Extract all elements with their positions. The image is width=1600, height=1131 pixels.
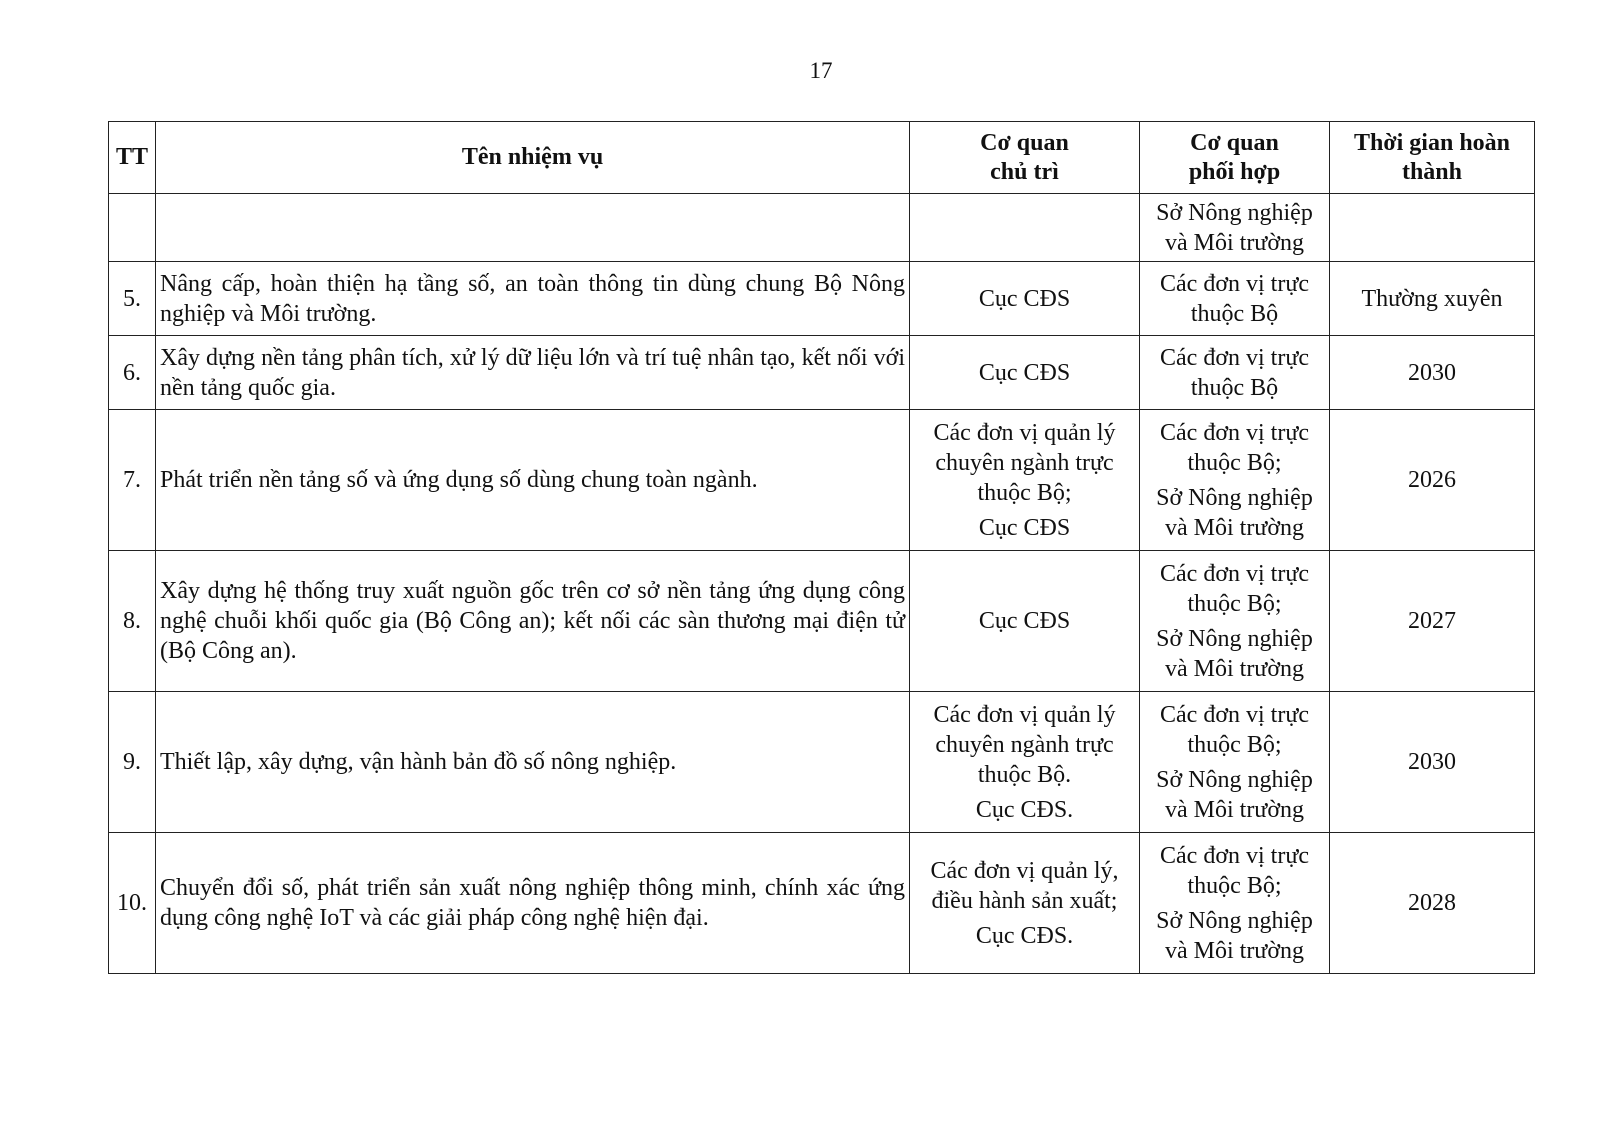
row-tt: 5. [109, 262, 156, 336]
row-completion-time: 2030 [1330, 692, 1535, 833]
row-coop-agency [1140, 833, 1330, 974]
header-coop-line1: Cơ quan [1190, 129, 1279, 156]
row-tt: 6. [109, 336, 156, 410]
header-task-name: Tên nhiệm vụ [156, 122, 910, 194]
row-lead-agency [910, 692, 1140, 833]
row-coop-agency [1140, 336, 1330, 410]
table-header-row [109, 122, 1535, 194]
row-tt: 8. [109, 551, 156, 692]
lead-line: Các đơn vị quản lý chuyên ngành trực thuộc Bộ. [933, 701, 1116, 788]
header-coop-agency [1140, 122, 1330, 194]
lead-line: Cục CĐS. [975, 922, 1074, 949]
coop-line: Các đơn vị trực thuộc Bộ; [1160, 701, 1309, 758]
lead-line: Các đơn vị quản lý chuyên ngành trực thuộc Bộ; [933, 419, 1116, 506]
table-row [109, 833, 1535, 974]
row-completion-time: Thường xuyên [1330, 262, 1535, 336]
task-table [108, 121, 1535, 974]
coop-line: Các đơn vị trực thuộc Bộ; [1160, 419, 1309, 476]
coop-line: Sở Nông nghiệp và Môi trường [1156, 907, 1313, 964]
header-tt: TT [109, 122, 156, 194]
coop-line: Sở Nông nghiệp và Môi trường [1156, 625, 1313, 682]
lead-line: Cục CĐS [978, 608, 1071, 634]
table-row [109, 262, 1535, 336]
row-lead-agency [910, 336, 1140, 410]
coop-line: Các đơn vị trực thuộc Bộ [1160, 270, 1309, 327]
header-lead-line2: chủ trì [990, 158, 1059, 185]
row-coop-agency [1140, 262, 1330, 336]
table-row [109, 410, 1535, 551]
coop-line: Sở Nông nghiệp và Môi trường [1156, 484, 1313, 541]
row-task-name: Nâng cấp, hoàn thiện hạ tầng số, an toàn thông tin dùng chung Bộ Nông nghiệp và Môi trường. [156, 262, 910, 336]
row-tt [109, 194, 156, 262]
lead-line: Cục CĐS [978, 514, 1071, 541]
coop-line: Sở Nông nghiệp và Môi trường [1156, 199, 1313, 256]
row-lead-agency [910, 833, 1140, 974]
lead-line: Cục CĐS [978, 359, 1071, 386]
row-lead-agency [910, 410, 1140, 551]
row-task-name: Chuyển đổi số, phát triển sản xuất nông nghiệp thông minh, chính xác ứng dụng công nghệ IoT và các giải pháp công nghệ hiện đại. [156, 833, 910, 974]
row-lead-agency [910, 262, 1140, 336]
row-lead-agency [910, 551, 1140, 692]
row-tt: 9. [109, 692, 156, 833]
row-completion-time: 2030 [1330, 336, 1535, 410]
header-time-line1: Thời gian hoàn [1353, 129, 1511, 156]
row-tt: 10. [109, 833, 156, 974]
header-lead-line1: Cơ quan [980, 129, 1069, 156]
coop-line: Các đơn vị trực thuộc Bộ; [1160, 842, 1309, 899]
row-lead-agency [910, 194, 1140, 262]
row-task-name: Xây dựng nền tảng phân tích, xử lý dữ liệu lớn và trí tuệ nhân tạo, kết nối với nền tảng quốc gia. [156, 336, 910, 410]
row-coop-agency [1140, 551, 1330, 692]
row-completion-time: 2028 [1330, 833, 1535, 974]
header-lead-agency [910, 122, 1140, 194]
row-task-name: Phát triển nền tảng số và ứng dụng số dùng chung toàn ngành. [156, 410, 910, 551]
lead-line: Cục CĐS. [975, 796, 1074, 823]
row-tt: 7. [109, 410, 156, 551]
header-completion-time [1330, 122, 1535, 194]
coop-line: Sở Nông nghiệp và Môi trường [1156, 766, 1313, 823]
table-row [109, 194, 1535, 262]
table-row [109, 692, 1535, 833]
row-task-name: Xây dựng hệ thống truy xuất nguồn gốc trên cơ sở nền tảng ứng dụng công nghệ chuỗi khối quốc gia (Bộ Công an); kết nối các sàn thương mại điện tử (Bộ Công an). [156, 551, 910, 692]
header-time-line2: thành [1401, 158, 1463, 185]
lead-line: Các đơn vị quản lý, điều hành sản xuất; [930, 857, 1119, 914]
row-coop-agency [1140, 194, 1330, 262]
page-number: 17 [809, 58, 833, 83]
coop-line: Các đơn vị trực thuộc Bộ; [1160, 560, 1309, 617]
row-task-name [156, 194, 910, 262]
table-row [109, 336, 1535, 410]
row-completion-time: 2026 [1330, 410, 1535, 551]
row-completion-time [1330, 194, 1535, 262]
lead-line: Cục CĐS [978, 285, 1071, 312]
row-completion-time: 2027 [1330, 551, 1535, 692]
row-coop-agency [1140, 410, 1330, 551]
header-coop-line2: phối hợp [1188, 158, 1281, 185]
table-row [109, 551, 1535, 692]
coop-line: Các đơn vị trực thuộc Bộ [1160, 344, 1309, 401]
row-task-name: Thiết lập, xây dựng, vận hành bản đồ số nông nghiệp. [156, 692, 910, 833]
row-coop-agency [1140, 692, 1330, 833]
